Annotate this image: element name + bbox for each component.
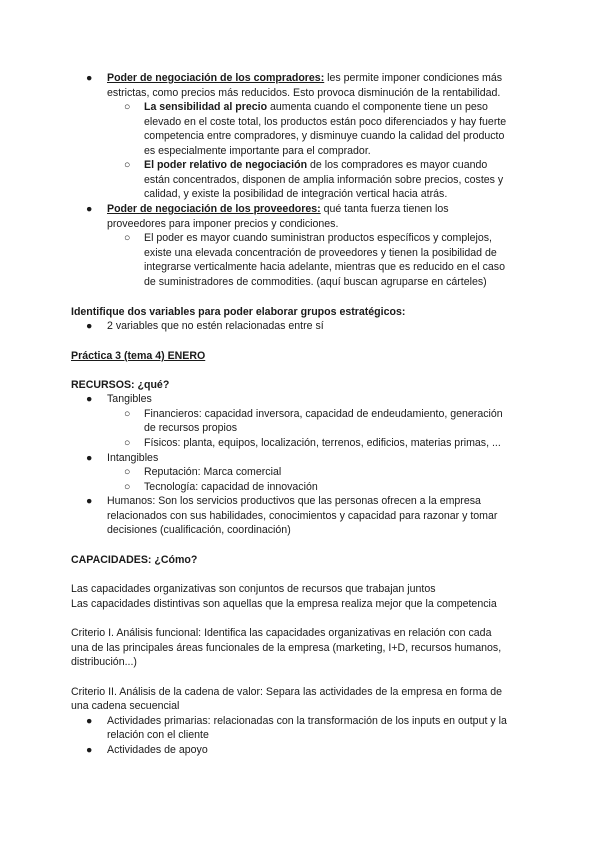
bullet-icon: ● [86, 452, 93, 464]
sub-bullet-icon: ○ [124, 232, 131, 244]
variables-item: 2 variables que no estén relacionadas entre sí [107, 320, 324, 332]
proveedores-sub-line4: de suministradores de commodities. (aquí buscan agruparse en cárteles) [144, 276, 487, 288]
poder-relativo-line1 [144, 158, 487, 173]
humanos-line2: relacionados con sus habilidades, conocimientos y capacidad para razonar y tomar [107, 510, 498, 522]
sensibilidad-line4: es especialmente importante para el comprador. [144, 145, 371, 157]
sub-bullet-icon: ○ [124, 101, 131, 113]
bullet-icon: ● [86, 744, 93, 756]
capacidades-p1: Las capacidades organizativas son conjuntos de recursos que trabajan juntos [71, 583, 436, 595]
bullet-compradores-line2: estrictas, como precios más reducidos. Esto provoca disminución de la rentabilidad. [107, 87, 501, 99]
criterio1-line2: una de las principales áreas funcionales de la empresa (marketing, I+D, recursos humanos, [71, 642, 502, 654]
proveedores-sub-line1: El poder es mayor cuando suministran productos específicos y complejos, [144, 232, 492, 244]
bullet-icon: ● [86, 393, 93, 405]
bullet-icon: ● [86, 203, 93, 215]
capacidades-heading: CAPACIDADES: ¿Cómo? [71, 554, 198, 566]
proveedores-sub-line3: integrarse verticalmente hacia adelante, mientras que es reducido en el caso [144, 261, 505, 273]
poder-relativo-line3: calidad, y existe la posibilidad de integración vertical hacia atrás. [144, 188, 448, 200]
humanos-line3: decisiones (cualificación, coordinación) [107, 524, 291, 536]
proveedores-term: Poder de negociación de los proveedores: [107, 203, 321, 215]
sensibilidad-line2: elevado en el coste total, los productos están poco diferenciados y hay fuerte [144, 116, 507, 128]
recursos-heading: RECURSOS: ¿qué? [71, 379, 170, 391]
text: les permite imponer condiciones más [324, 72, 503, 84]
sub-bullet-icon: ○ [124, 437, 131, 449]
bullet-proveedores-line2: proveedores para imponer precios y condiciones. [107, 218, 339, 230]
bullet-proveedores-line1 [107, 202, 449, 217]
capacidades-p2: Las capacidades distintivas son aquellas que la empresa realiza mejor que la competencia [71, 598, 497, 610]
criterio2-line2: una cadena secuencial [71, 700, 180, 712]
sub-bullet-icon: ○ [124, 159, 131, 171]
bullet-icon: ● [86, 715, 93, 727]
sub-bullet-icon: ○ [124, 466, 131, 478]
text: aumenta cuando el componente tiene un peso [267, 101, 488, 113]
primarias-line2: relación con el cliente [107, 729, 209, 741]
proveedores-sub-line2: existe una elevada concentración de proveedores y tienen la posibilidad de [144, 247, 497, 259]
bullet-icon: ● [86, 72, 93, 84]
humanos-line1: Humanos: Son los servicios productivos que las personas ofrecen a la empresa [107, 495, 481, 507]
poder-relativo-line2: están concentrados, disponen de amplia información sobre precios, costes y [144, 174, 504, 186]
compradores-term: Poder de negociación de los compradores: [107, 72, 325, 84]
bullet-icon: ● [86, 320, 93, 332]
bullet-compradores-line1 [107, 71, 502, 86]
sub-bullet-icon: ○ [124, 408, 131, 420]
poder-relativo-term: El poder relativo de negociación [144, 159, 308, 171]
criterio1-line3: distribución...) [71, 656, 137, 668]
fisicos-item: Físicos: planta, equipos, localización, terrenos, edificios, materias primas, ... [144, 437, 501, 449]
reputacion-item: Reputación: Marca comercial [144, 466, 282, 478]
sensibilidad-term: La sensibilidad al precio [144, 101, 268, 113]
financieros-line2: de recursos propios [144, 422, 238, 434]
tecnologia-item: Tecnología: capacidad de innovación [144, 481, 318, 493]
financieros-line1: Financieros: capacidad inversora, capacidad de endeudamiento, generación [144, 408, 503, 420]
sub-bullet-icon: ○ [124, 481, 131, 493]
practica-title: Práctica 3 (tema 4) ENERO [71, 350, 206, 362]
bullet-icon: ● [86, 495, 93, 507]
sensibilidad-line1 [144, 100, 488, 115]
primarias-line1: Actividades primarias: relacionadas con la transformación de los inputs en output y la [107, 715, 507, 727]
apoyo-item: Actividades de apoyo [107, 744, 208, 756]
sensibilidad-line3: competencia entre compradores, y disminuye cuando la calidad del producto [144, 130, 505, 142]
criterio1-line1: Criterio I. Análisis funcional: Identifica las capacidades organizativas en relación con cada [71, 627, 492, 639]
tangibles-item: Tangibles [107, 393, 152, 405]
intangibles-item: Intangibles [107, 452, 159, 464]
text: qué tanta fuerza tienen los [320, 203, 449, 215]
variables-heading: Identifique dos variables para poder elaborar grupos estratégicos: [71, 306, 406, 318]
text: de los compradores es mayor cuando [307, 159, 488, 171]
criterio2-line1: Criterio II. Análisis de la cadena de valor: Separa las actividades de la empresa en forma de [71, 686, 503, 698]
